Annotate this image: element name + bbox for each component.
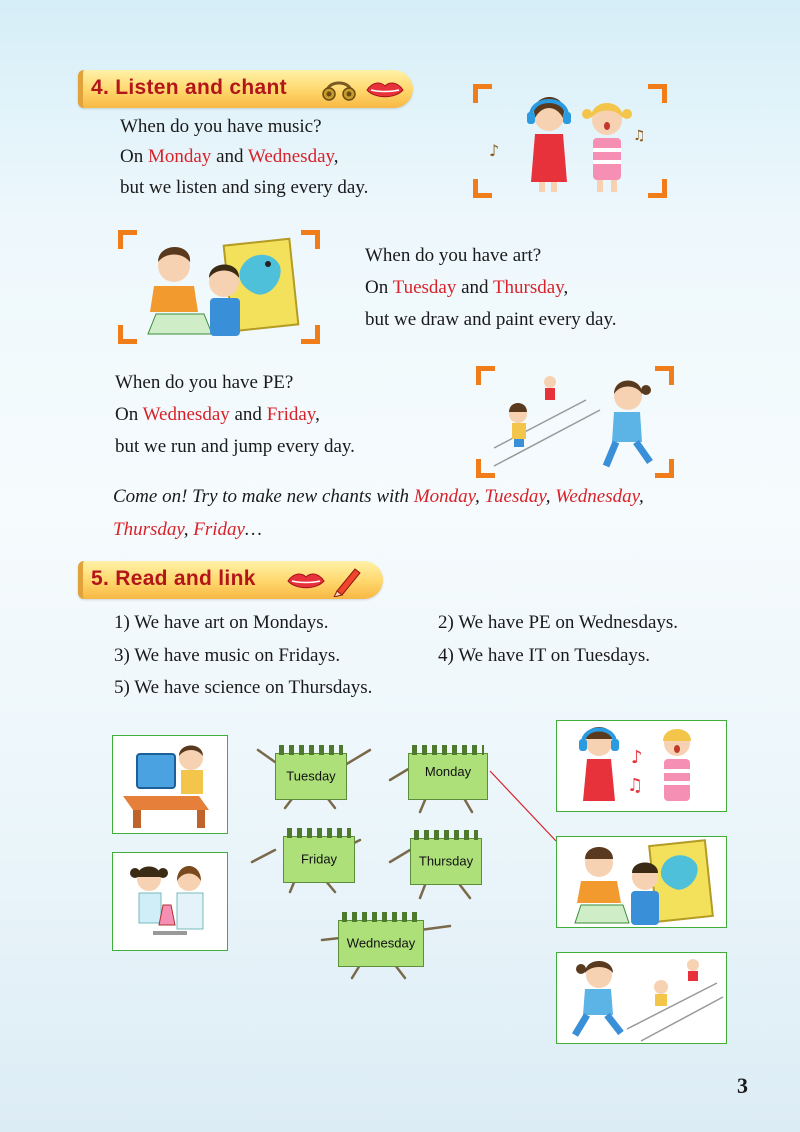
section-5-header (78, 561, 383, 599)
music-picture-box[interactable] (556, 720, 727, 812)
page-number: 3 (737, 1073, 748, 1098)
example-link-line (488, 765, 560, 845)
verse3-line1: When do you have PE? (115, 372, 294, 393)
verse3-line2: On Wednesday and Friday, (115, 404, 320, 425)
sentence-3: 3) We have music on Fridays. (114, 645, 341, 666)
day-card-monday[interactable] (408, 745, 488, 800)
running-children-illustration (557, 953, 726, 1043)
science-picture-box[interactable] (112, 852, 228, 951)
pe-picture-box[interactable] (556, 952, 727, 1044)
sentence-1: 1) We have art on Mondays. (114, 612, 329, 633)
lips-icon (286, 570, 326, 592)
verse2-line1: When do you have art? (365, 245, 542, 266)
day-card-label: Wednesday (346, 935, 416, 950)
day-card-thursday[interactable] (410, 830, 482, 885)
computer-boy-illustration (113, 736, 227, 833)
sentence-4: 4) We have IT on Tuesdays. (438, 645, 651, 666)
day-card-label: Tuesday (286, 768, 336, 783)
headphones-icon (321, 74, 357, 104)
svg-text:♪: ♪ (631, 747, 643, 768)
svg-text:♫: ♫ (627, 775, 644, 796)
art-picture-frame (118, 230, 320, 344)
svg-text:♪: ♪ (489, 141, 500, 160)
chant-prompt-line2: Thursday, Friday… (113, 519, 262, 540)
music-children-illustration (487, 90, 657, 194)
music-picture-frame (473, 84, 667, 198)
music-children-illustration (557, 721, 726, 811)
art-children-illustration (557, 837, 726, 927)
verse3-line3: but we run and jump every day. (115, 436, 355, 457)
svg-text:♫: ♫ (633, 128, 646, 144)
section-5-title: 5. Read and link (91, 567, 256, 590)
chant-prompt-line1: Come on! Try to make new chants with Monday, Tuesday, Wednesday, (113, 486, 644, 507)
it-picture-box[interactable] (112, 735, 228, 834)
day-card-label: Thursday (418, 853, 474, 868)
art-picture-box[interactable] (556, 836, 727, 928)
lips-icon (365, 79, 405, 101)
sentence-2: 2) We have PE on Wednesdays. (438, 612, 679, 633)
running-children-illustration (490, 370, 664, 474)
verse1-line3: but we listen and sing every day. (120, 177, 369, 198)
section-4-header (78, 70, 413, 108)
day-card-label: Friday (300, 851, 338, 866)
science-girls-illustration (113, 853, 227, 950)
verse2-line3: but we draw and paint every day. (365, 309, 617, 330)
pe-picture-frame (476, 366, 674, 478)
day-card-friday[interactable] (283, 828, 355, 883)
pencil-icon (329, 563, 363, 597)
verse1-line1: When do you have music? (120, 116, 322, 137)
verse1-line2: On Monday and Wednesday, (120, 146, 339, 167)
day-card-wednesday[interactable] (338, 912, 424, 967)
sentence-5: 5) We have science on Thursdays. (114, 677, 373, 698)
verse2-line2: On Tuesday and Thursday, (365, 277, 569, 298)
day-card-label: Monday (424, 763, 472, 779)
section-4-title: 4. Listen and chant (91, 76, 287, 99)
art-children-illustration (134, 236, 306, 340)
day-card-tuesday[interactable] (275, 745, 347, 800)
